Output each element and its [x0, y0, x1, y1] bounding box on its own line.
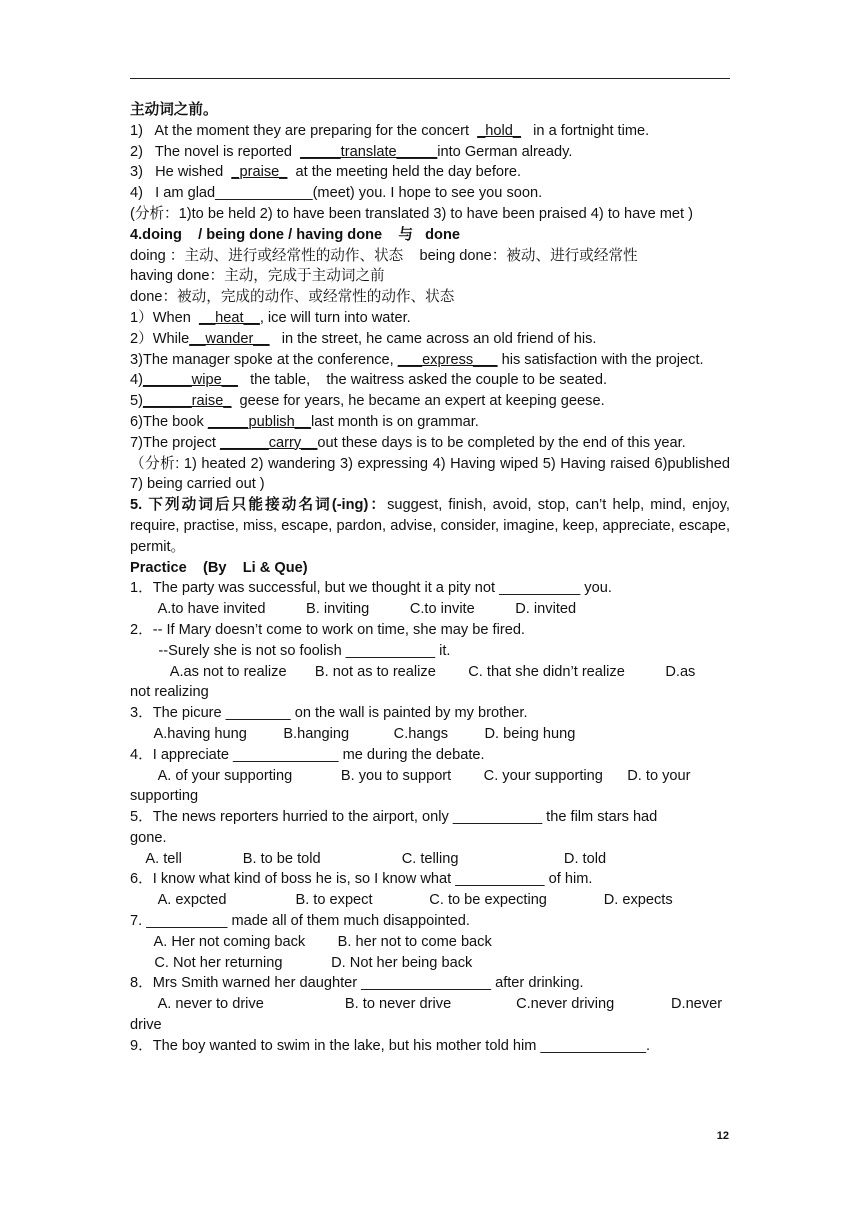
practice-line: supporting	[130, 788, 199, 805]
practice-line: A. tell B. to be told C. telling D. told	[130, 850, 607, 867]
section-5-verbs: suggest, finish, avoid, stop, can’t help, mind, enjoy, require, practise, miss, escape, pardon, advise, consider, imagine, keep, appreciate, escape, permit。	[130, 497, 730, 555]
practice-line: C. Not her returning D. Not her being back	[130, 954, 473, 971]
practice-line: A.having hung B.hanging C.hangs D. being hung	[130, 725, 576, 742]
practice-title: Practice (By Li & Que)	[130, 559, 308, 576]
practice-line: not realizing	[130, 684, 209, 701]
practice-line: 6．I know what kind of boss he is, so I know what ___________ of him.	[130, 871, 593, 888]
exercise-4-q2: 2）While__wander__ in the street, he came across an old friend of his.	[130, 330, 597, 347]
section-5-title: 5. 下列动词后只能接动名词(-ing)：	[130, 497, 388, 514]
exercise-4-analysis: （分析: 1) heated 2) wandering 3) expressing 4) Having wiped 5) Having raised 6)published 7) being carried out )	[130, 455, 730, 493]
practice-line: 2．-- If Mary doesn’t come to work on time, she may be fired.	[130, 621, 525, 638]
practice-line: A. never to drive B. to never drive C.never driving D.never	[130, 996, 723, 1013]
section-4-def-3: done：被动，完成的动作、或经常性的动作、状态	[130, 289, 455, 306]
practice-line: 9．The boy wanted to swim in the lake, but his mother told him _____________.	[130, 1037, 651, 1054]
page-number: 12	[716, 1130, 729, 1142]
section-4-title: 4.doing / being done / having done 与 done	[130, 226, 460, 243]
exercise-4-q7: 7)The project ______carry__out these days is to be completed by the end of this year.	[130, 434, 686, 451]
practice-line: 4．I appreciate _____________ me during the debate.	[130, 746, 485, 763]
exercise-4-q3: 3)The manager spoke at the conference, ___express___ his satisfaction with the project.	[130, 351, 704, 368]
practice-line: drive	[130, 1017, 162, 1034]
practice-line: 1．The party was successful, but we thought it a pity not __________ you.	[130, 580, 612, 597]
exercise-4-q6: 6)The book _____publish__last month is on grammar.	[130, 413, 479, 430]
section-4-def-2: having done：主动，完成于主动词之前	[130, 268, 385, 285]
section-5	[130, 495, 730, 557]
practice-line: A.to have invited B. inviting C.to invite D. invited	[130, 601, 577, 618]
exercise-3-q3: 3) He wished _praise_ at the meeting held the day before.	[130, 164, 522, 181]
exercise-3-q2: 2) The novel is reported _____translate_____into German already.	[130, 143, 573, 160]
exercise-3-q4: 4) I am glad____________(meet) you. I hope to see you soon.	[130, 185, 543, 202]
practice-line: 7. __________ made all of them much disappointed.	[130, 913, 470, 930]
practice-list	[130, 578, 730, 1056]
practice-line: A. Her not coming back B. her not to come back	[130, 933, 492, 950]
practice-line: 3．The picure ________ on the wall is painted by my brother.	[130, 705, 528, 722]
section-4-def-1: doing ：主动、进行或经常性的动作、状态 being done：被动、进行或经常性	[130, 247, 638, 264]
header-rule	[130, 78, 730, 79]
practice-line: A.as not to realize B. not as to realize C. that she didn’t realize D.as	[130, 663, 696, 680]
exercise-4-q1: 1）When __heat__, ice will turn into water.	[130, 309, 411, 326]
practice-line: gone.	[130, 829, 167, 846]
exercise-3-q1: 1) At the moment they are preparing for the concert _hold_ in a fortnight time.	[130, 122, 650, 139]
practice-line: A. of your supporting B. you to support C. your supporting D. to your	[130, 767, 691, 784]
exercise-4-q5: 5)______raise_ geese for years, he became an expert at keeping geese.	[130, 393, 605, 410]
practice-line: 8．Mrs Smith warned her daughter ________________ after drinking.	[130, 975, 584, 992]
exercise-3-analysis: (分析：1)to be held 2) to have been translated 3) to have been praised 4) to have met )	[130, 205, 693, 222]
heading-tail: 主动词之前。	[130, 102, 218, 118]
practice-line: --Surely she is not so foolish ___________ it.	[130, 642, 451, 659]
exercise-4-q4: 4)______wipe__ the table, the waitress asked the couple to be seated.	[130, 372, 608, 389]
practice-line: A. expcted B. to expect C. to be expecting D. expects	[130, 892, 673, 909]
document-body	[130, 100, 730, 1057]
practice-line: 5．The news reporters hurried to the airport, only ___________ the film stars had	[130, 809, 658, 826]
